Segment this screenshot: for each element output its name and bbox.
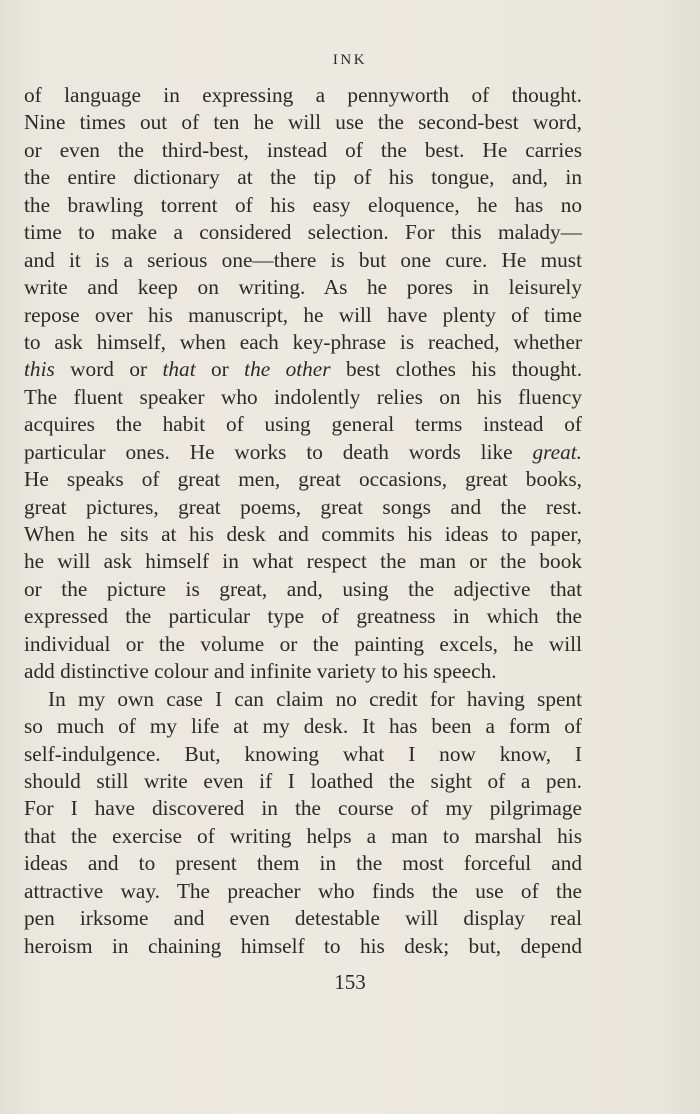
text-run: best clothes his thought. [330, 357, 583, 382]
italic-text: the other [244, 357, 331, 382]
page-number: 153 [334, 970, 366, 994]
text-run: acquires the habit of using general terms instead of [24, 412, 582, 437]
text-line [24, 411, 582, 438]
text-run: When he sits at his desk and commits his ideas to paper, [24, 522, 582, 546]
text-line [24, 768, 582, 795]
text-run: or the picture is great, and, using the adjective that [24, 576, 582, 601]
paragraph [24, 82, 582, 686]
text-line [24, 603, 582, 630]
text-run: that the exercise of writing helps a man to marshal his [24, 823, 582, 848]
text-run: expressed the particular type of greatness in which the [24, 604, 582, 629]
text-run: write and keep on writing. As he pores in leisurely [24, 275, 582, 300]
text-run: ideas and to present them in the most forceful and [24, 851, 582, 876]
text-run: individual or the volume or the painting excels, he will [24, 631, 582, 656]
text-run: add distinctive colour and infinite variety to his speech. [24, 659, 497, 684]
text-line [24, 905, 582, 932]
italic-text: great. [532, 439, 582, 464]
text-line [24, 795, 582, 822]
text-run: repose over his manuscript, he will have plenty of time [24, 302, 582, 327]
text-line [24, 137, 582, 164]
text-run: heroism in chaining himself to his desk; but, depend [24, 933, 582, 958]
text-line [24, 686, 582, 713]
text-run: attractive way. The preacher who finds the use of the [24, 878, 582, 903]
text-run: time to make a considered selection. For this malady— [24, 220, 582, 245]
text-line [24, 109, 582, 136]
text-run: self-indulgence. But, knowing what I now know, I [24, 741, 582, 766]
text-line [24, 274, 582, 301]
text-line [24, 247, 582, 274]
text-line [24, 823, 582, 850]
text-line [24, 384, 582, 411]
text-line [24, 658, 582, 685]
text-line [24, 192, 582, 219]
text-run: or [195, 357, 245, 382]
text-line [24, 521, 582, 548]
body-text [24, 82, 582, 960]
text-run: and it is a serious one—there is but one cure. He must [24, 247, 582, 272]
text-line [24, 741, 582, 768]
text-run: great pictures, great poems, great songs and the rest. [24, 494, 582, 519]
text-line [24, 302, 582, 329]
paragraph [24, 686, 582, 960]
text-run: The fluent speaker who indolently relies on his fluency [24, 384, 582, 409]
text-line [24, 878, 582, 905]
text-line [24, 494, 582, 521]
italic-text: this [24, 357, 55, 382]
text-run: the entire dictionary at the tip of his tongue, and, in [24, 165, 582, 190]
text-line [24, 631, 582, 658]
text-line [24, 576, 582, 603]
text-line [24, 850, 582, 877]
text-run: particular ones. He works to death words like [24, 439, 533, 464]
text-line [24, 82, 582, 109]
text-line [24, 933, 582, 960]
text-run: or even the third-best, instead of the best. He carries [24, 137, 582, 162]
text-run: so much of my life at my desk. It has been a form of [24, 714, 582, 739]
text-run: to ask himself, when each key-phrase is reached, whether [24, 329, 582, 354]
text-run: the brawling torrent of his easy eloquence, he has no [24, 192, 582, 217]
text-run: of language in expressing a pennyworth of thought. [24, 83, 582, 107]
text-run: In my own case I can claim no credit for having spent [48, 686, 582, 711]
text-run: word or [54, 357, 163, 382]
text-line [24, 164, 582, 191]
text-run: He speaks of great men, great occasions, great books, [24, 467, 582, 492]
text-run: For I have discovered in the course of my pilgrimage [24, 796, 582, 821]
text-line [24, 713, 582, 740]
text-line [24, 356, 582, 383]
italic-text: that [162, 357, 196, 382]
text-line [24, 219, 582, 246]
running-head: INK [332, 52, 368, 68]
text-run: Nine times out of ten he will use the second-best word, [24, 110, 582, 135]
text-run: should still write even if I loathed the sight of a pen. [24, 768, 582, 793]
text-run: he will ask himself in what respect the man or the book [24, 549, 582, 574]
text-run: pen irksome and even detestable will display real [24, 906, 582, 931]
text-line [24, 329, 582, 356]
text-line [24, 466, 582, 493]
text-line [24, 548, 582, 575]
text-line [24, 439, 582, 466]
